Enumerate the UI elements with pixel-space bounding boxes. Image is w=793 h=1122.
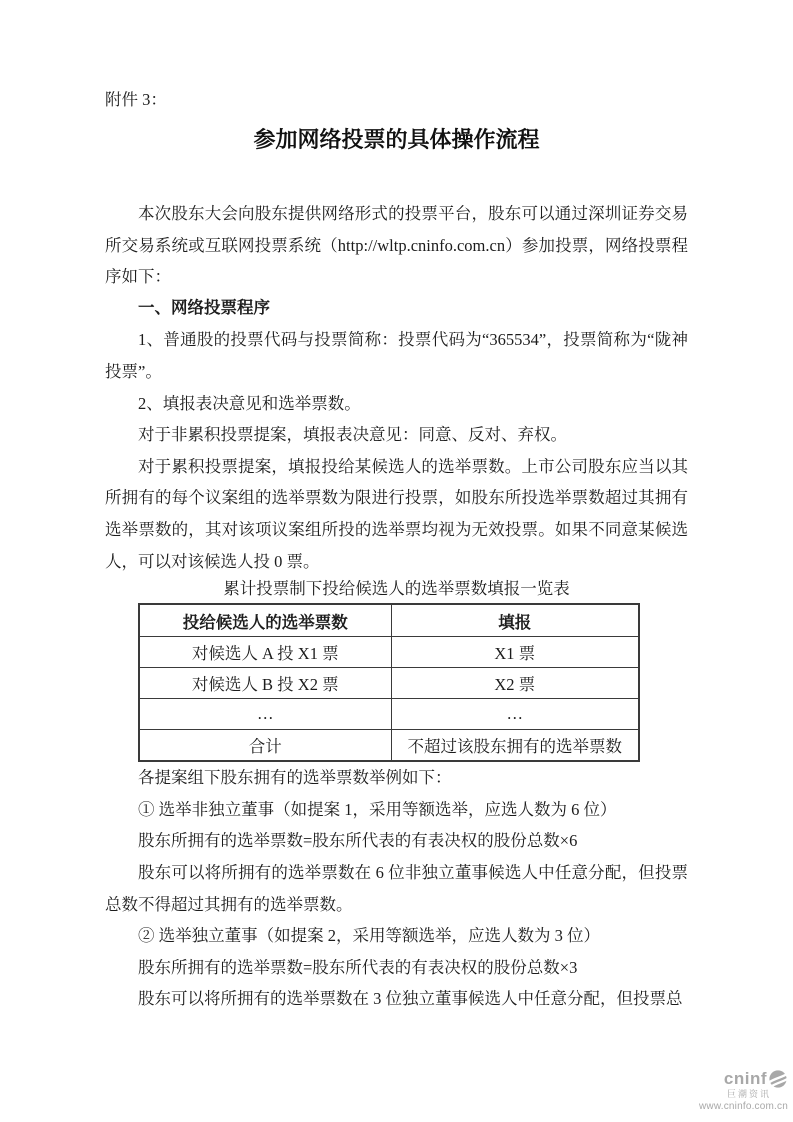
paragraph-noncumulative: 对于非累积投票提案，填报表决意见：同意、反对、弃权。 xyxy=(138,425,567,445)
section-heading-network-voting: 一、网络投票程序 xyxy=(138,298,270,317)
cumulative-vote-table xyxy=(138,603,640,762)
table-cell: 对候选人 B 投 X2 票 xyxy=(139,668,391,699)
table-row xyxy=(139,699,639,730)
table-header-cell-fill: 填报 xyxy=(391,604,639,637)
cninfo-brand-text: cninf xyxy=(723,1069,767,1089)
paragraph-item1: ① 选举非独立董事（如提案 1，采用等额选举，应选人数为 6 位） xyxy=(138,799,617,819)
document-body xyxy=(105,198,688,1015)
table-cell: … xyxy=(139,699,391,730)
paragraph-fill-in: 2、填报表决意见和选举票数。 xyxy=(138,393,361,413)
table-cell: 对候选人 A 投 X1 票 xyxy=(139,637,391,668)
table-cell: X2 票 xyxy=(391,668,639,699)
table-cell: 不超过该股东拥有的选举票数 xyxy=(391,730,639,762)
cninfo-url: www.cninfo.com.cn xyxy=(699,1100,788,1112)
intro-paragraph: 本次股东大会向股东提供网络形式的投票平台，股东可以通过深圳证券交易所交易系统或互联网投票系统（http://wltp.cninfo.com.cn）参加投票，网络投票程序如下： xyxy=(105,204,688,287)
cninfo-globe-icon xyxy=(768,1069,788,1089)
table-row xyxy=(139,668,639,699)
paragraph-item1-formula: 股东所拥有的选举票数=股东所代表的有表决权的股份总数×6 xyxy=(138,831,578,851)
page-title: 参加网络投票的具体操作流程 xyxy=(253,127,540,152)
table-caption: 累计投票制下投给候选人的选举票数填报一览表 xyxy=(223,579,570,599)
table-header-row xyxy=(139,604,639,637)
paragraph-cumulative: 对于累积投票提案，填报投给某候选人的选举票数。上市公司股东应当以其所拥有的每个议案组的选举票数为限进行投票，如股东所投选举票数超过其拥有选举票数的，其对该项议案组所投的选举票均视为无效投票。如果不同意某候选人，可以对该候选人投 0 票。 xyxy=(105,456,688,571)
table-cell: … xyxy=(391,699,639,730)
paragraph-item1-note: 股东可以将所拥有的选举票数在 6 位非独立董事候选人中任意分配，但投票总数不得超过其拥有的选举票数。 xyxy=(105,862,688,914)
attachment-label: 附件 3： xyxy=(105,90,167,109)
paragraph-examples-intro: 各提案组下股东拥有的选举票数举例如下： xyxy=(138,768,452,788)
table-row xyxy=(139,730,639,762)
table-cell: 合计 xyxy=(139,730,391,762)
cninfo-watermark xyxy=(699,1069,788,1112)
paragraph-item2-formula: 股东所拥有的选举票数=股东所代表的有表决权的股份总数×3 xyxy=(138,957,578,977)
paragraph-vote-code: 1、普通股的投票代码与投票简称：投票代码为“365534”，投票简称为“陇神投票”。 xyxy=(105,330,688,381)
table-row xyxy=(139,637,639,668)
cninfo-brand-row xyxy=(699,1069,788,1089)
cninfo-chinese-name: 巨潮资讯 xyxy=(726,1089,771,1100)
paragraph-item2: ② 选举独立董事（如提案 2，采用等额选举，应选人数为 3 位） xyxy=(138,926,600,946)
table-header-cell-votes: 投给候选人的选举票数 xyxy=(139,604,391,637)
paragraph-item2-note: 股东可以将所拥有的选举票数在 3 位独立董事候选人中任意分配，但投票总 xyxy=(138,989,683,1009)
table-cell: X1 票 xyxy=(391,637,639,668)
